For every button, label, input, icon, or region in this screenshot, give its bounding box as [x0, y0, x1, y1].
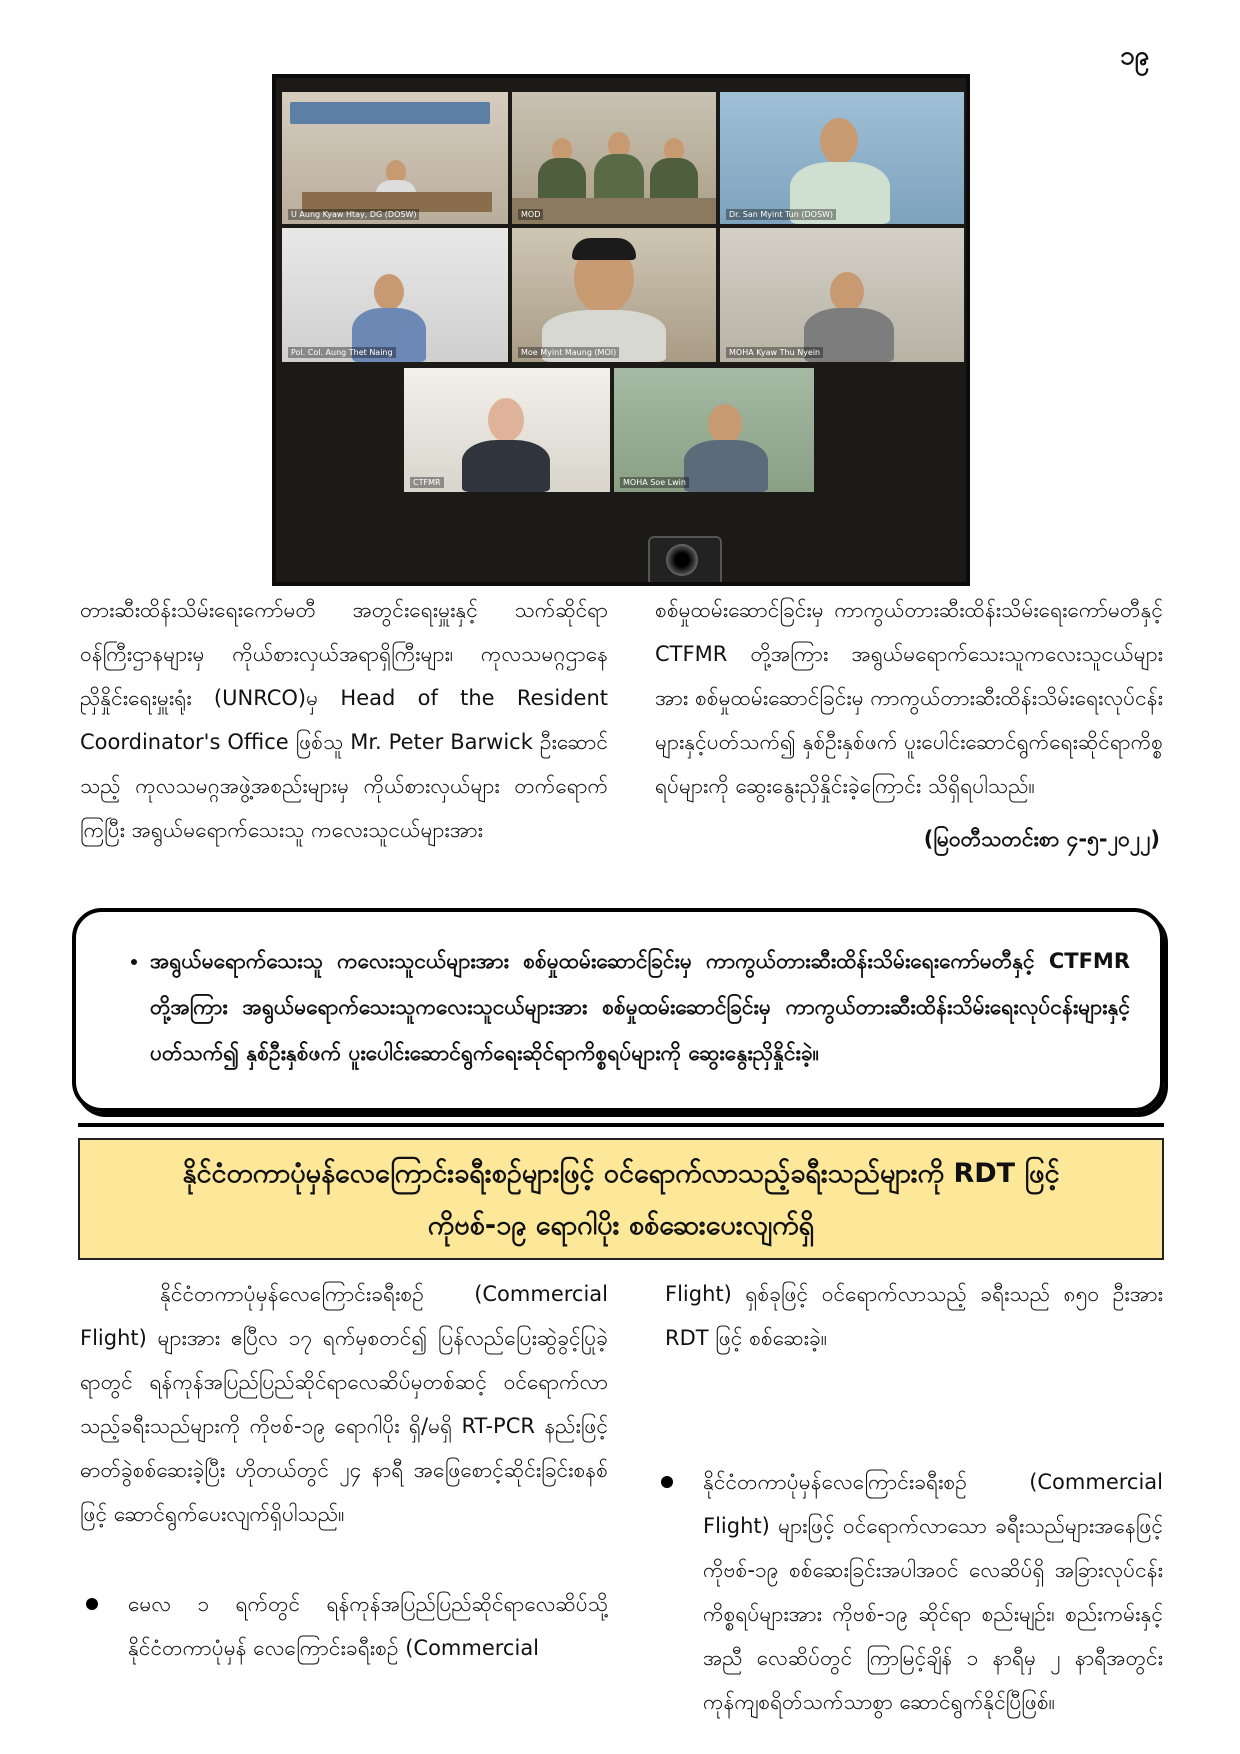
article2-left-bullet — [80, 1582, 608, 1670]
page-number: ၁၉ — [1120, 41, 1150, 71]
tile-label: MOD — [518, 209, 543, 220]
photo-tile-speaker — [512, 228, 716, 362]
meeting-banner — [290, 102, 490, 124]
article1-left-paragraph: တားဆီးထိန်းသိမ်းရေးကော်မတီ အတွင်းရေးမှူးနှင့် သက်ဆိုင်ရာဝန်ကြီးဌာနများမှ ကိုယ်စားလှယ်အရာရှိကြီးများ၊ ကုလသမဂ္ဂဌာနေ ညှိနှိုင်းရေးမှူးရုံး (UNRCO)မှ Head of the Resident Coordinator's Office ဖြစ်သူ Mr. Peter Barwick ဦးဆောင်သည့် ကုလသမဂ္ဂအဖွဲ့အစည်းများမှ ကိုယ်စားလှယ်များ တက်ရောက်ကြပြီး အရွယ်မရောက်သေးသူ ကလေးသူငယ်များအား — [80, 598, 608, 842]
photo-tile-meeting-room — [282, 92, 508, 224]
section-divider — [78, 1123, 1164, 1127]
article2-left-paragraph: နိုင်ငံတကာပုံမှန်လေကြောင်းခရီးစဉ် (Commercial Flight) များအား ဧပြီလ ၁၇ ရက်မှစတင်၍ ပြန်လည်ပြေးဆွဲခွင့်ပြုခဲ့ရာတွင် ရန်ကုန်အပြည်ပြည်ဆိုင်ရာလေဆိပ်မှတစ်ဆင့် ဝင်ရောက်လာသည့်ခရီးသည်များကို ကိုဗစ်-၁၉ ရောဂါပိုး ရှိ/မရှိ RT-PCR နည်းဖြင့် ဓာတ်ခွဲစစ်ဆေးခဲ့ပြီး ဟိုတယ်တွင် ၂၄ နာရီ အဖြေစောင့်ဆိုင်းခြင်းစနစ်ဖြင့် ဆောင်ရွက်ပေးလျက်ရှိပါသည်။ — [80, 1282, 608, 1526]
photo-tile-mod — [512, 92, 716, 224]
webcam — [648, 536, 722, 586]
right-bullet-text: နိုင်ငံတကာပုံမှန်လေကြောင်းခရီးစဉ် (Commercial Flight) များဖြင့် ဝင်ရောက်လာသော ခရီးသည်များအနေဖြင့် ကိုဗစ်-၁၉ စစ်ဆေးခြင်းအပါအဝင် လေဆိပ်ရှိ အခြားလုပ်ငန်းကိစ္စရပ်များအား ကိုဗစ်-၁၉ ဆိုင်ရာ စည်းမျဉ်း၊ စည်းကမ်းနှင့်အညီ လေဆိပ်တွင် ကြာမြင့်ချိန် ၁ နာရီမှ ၂ နာရီအတွင်း ကုန်ကျစရိတ်သက်သာစွာ ဆောင်ရွက်နိုင်ပြီဖြစ်။ — [703, 1470, 1163, 1714]
highlight-box — [72, 908, 1164, 1112]
photo-tile-moha-2 — [614, 368, 814, 492]
bullet-dot — [661, 1476, 673, 1488]
article1-right-paragraph: စစ်မှုထမ်းဆောင်ခြင်းမှ ကာကွယ်တားဆီးထိန်းသိမ်းရေးကော်မတီနှင့် CTFMR တို့အကြား အရွယ်မရောက်သေးသူကလေးသူငယ်များအား စစ်မှုထမ်းဆောင်ခြင်းမှ ကာကွယ်တားဆီးထိန်းသိမ်းရေးလုပ်ငန်းများနှင့်ပတ်သက်၍ နှစ်ဦးနှစ်ဖက် ပူးပေါင်းဆောင်ရွက်ရေးဆိုင်ရာကိစ္စရပ်များကို ဆွေးနွေးညှိနှိုင်းခဲ့ကြောင်း သိရှိရပါသည်။ — [655, 598, 1163, 798]
article2-right-paragraph: Flight) ရှစ်ခုဖြင့် ဝင်ရောက်လာသည့် ခရီးသည် ၈၅၀ ဦးအား RDT ဖြင့် စစ်ဆေးခဲ့။ — [665, 1282, 1163, 1350]
photo-tile-ctfmr — [404, 368, 610, 492]
headline-line-2: ကိုဗစ်-၁၉ ရောဂါပိုး စစ်ဆေးပေးလျက်ရှိ — [427, 1210, 815, 1241]
article2-right-bullet — [655, 1460, 1163, 1724]
bullet-dot — [86, 1598, 98, 1610]
article1-source: (မြဝတီသတင်းစာ ၄-၅-၂၀၂၂) — [923, 827, 1160, 851]
article2-headline — [78, 1138, 1164, 1260]
highlight-text: • အရွယ်မရောက်သေးသူ ကလေးသူငယ်များအား စစ်မှုထမ်းဆောင်ခြင်းမှ ကာကွယ်တားဆီးထိန်းသိမ်းရေးကော်မတီနှင့် CTFMR တို့အကြား အရွယ်မရောက်သေးသူကလေးသူငယ်များအား စစ်မှုထမ်းဆောင်ခြင်းမှ ကာကွယ်တားဆီးထိန်းသိမ်းရေးလုပ်ငန်းများနှင့်ပတ်သက်၍ နှစ်ဦးနှစ်ဖက် ပူးပေါင်းဆောင်ရွက်ရေးဆိုင်ရာကိစ္စရပ်များကို ဆွေးနွေးညှိနှိုင်းခဲ့။ — [150, 938, 1130, 1076]
tile-label: CTFMR — [410, 477, 444, 488]
tile-label: MOHA Kyaw Thu Nyein — [726, 347, 823, 358]
tile-label: Pol. Col. Aung Thet Naing — [288, 347, 396, 358]
tile-label: Moe Myint Maung (MOI) — [518, 347, 619, 358]
tile-label: U Aung Kyaw Htay, DG (DOSW) — [288, 209, 419, 220]
tile-label: Dr. San Myint Tun (DOSW) — [726, 209, 836, 220]
photo-tile-police — [282, 228, 508, 362]
tile-label: MOHA Soe Lwin — [620, 477, 689, 488]
photo-tile-moha-1 — [720, 228, 964, 362]
video-conference-photo — [272, 74, 970, 586]
photo-tile-official — [720, 92, 964, 224]
left-bullet-text: မေလ ၁ ရက်တွင် ရန်ကုန်အပြည်ပြည်ဆိုင်ရာလေဆိပ်သို့ နိုင်ငံတကာပုံမှန် လေကြောင်းခရီးစဉ် (Commercial — [128, 1592, 608, 1660]
headline-line-1: နိုင်ငံတကာပုံမှန်လေကြောင်းခရီးစဉ်များဖြင့် ဝင်ရောက်လာသည့်ခရီးသည်များကို RDT ဖြင့် — [182, 1158, 1060, 1189]
